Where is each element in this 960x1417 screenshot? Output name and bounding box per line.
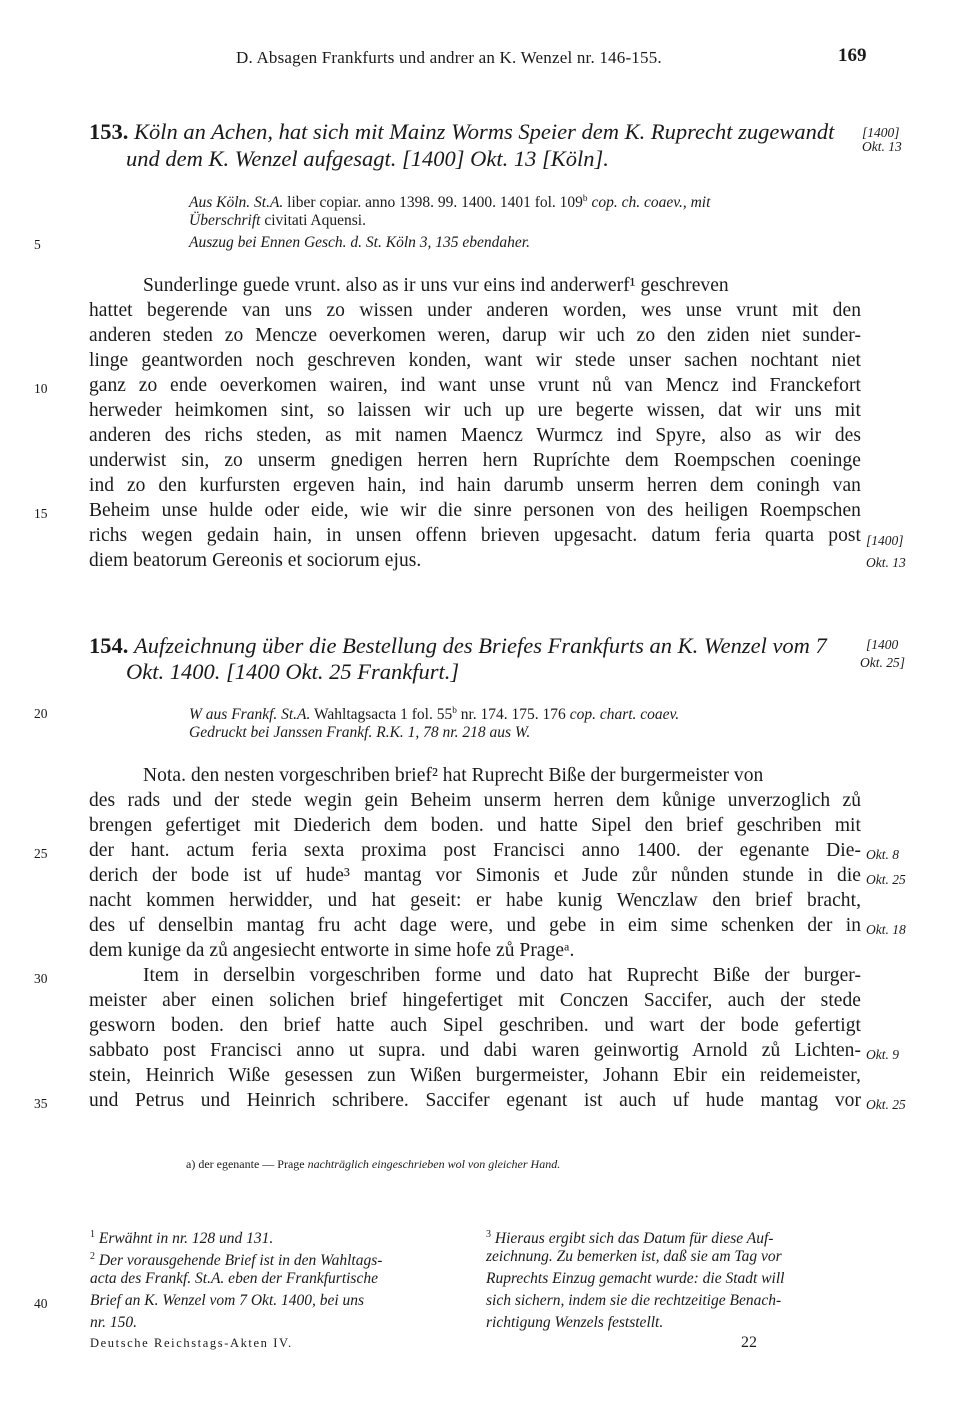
body-line: Nota. den nesten vorgeschriben brief² hat Ruprecht Biße der burgermeister von (143, 765, 764, 786)
footnote-text: sich sichern, indem sie die rechtzeitige Benach- (486, 1292, 782, 1309)
footnote-line (486, 1268, 866, 1290)
body-line: derich der bode ist uf hude³ mantag vor Simonis et Jude zůr nůnden stunde in die (89, 865, 861, 886)
line-number: 10 (34, 381, 48, 396)
footnote-line (486, 1312, 866, 1334)
body-line: linge geantworden noch geschreven konden, want wir stede unser sachen nochtant niet (89, 350, 861, 371)
margin-date-okt-25: Okt. 25 (866, 872, 906, 887)
body-line: stein, Heinrich Wiße gesessen zun Wißen burgermeister, Johann Ebir ein reidemeister, (89, 1065, 861, 1086)
page-number: 169 (838, 45, 867, 66)
body-line: hattet begerende van uns zo wissen under anderen worden, wes unse vrunt mit den (89, 300, 861, 321)
entry-154-margin-date-b: Okt. 25] (860, 655, 905, 670)
body-line: Sunderlinge guede vrunt. also as ir uns vur eins ind anderwerf¹ geschreven (143, 275, 729, 296)
footnote-text: richtigung Wenzels feststellt. (486, 1314, 664, 1331)
footnote-marker: 2 (90, 1251, 95, 1262)
body-line: und Petrus und Heinrich schribere. Saccifer egenant ist auch uf hude mantag vor (89, 1090, 861, 1111)
footnote-text: acta des Frankf. St.A. eben der Frankfurtische (90, 1270, 378, 1287)
body-line: brengen gefertiget mit Diederich dem boden. und hatte Sipel den brief geschriben mit (89, 815, 861, 836)
footnote-text: Erwähnt in nr. 128 und 131. (98, 1230, 274, 1248)
body-line: der hant. actum feria sexta proxima post Francisci anno 1400. der egenante Die- (89, 840, 861, 861)
footnote-line (486, 1246, 866, 1268)
entry-153-number: 153. (89, 119, 129, 144)
line-number: 25 (34, 846, 48, 861)
body-line: nacht kommen herwidder, und hat geseit: er habe kunig Wenczlaw den brief bracht, (89, 890, 861, 911)
footnote-line (90, 1290, 465, 1312)
margin-date-okt-25-b: Okt. 25 (866, 1097, 906, 1112)
signature-line: Deutsche Reichstags-Akten IV. (90, 1336, 293, 1350)
source-excerpt: Auszug bei Ennen Gesch. d. St. Köln 3, 135 ebendaher. (189, 234, 530, 251)
source-address: civitati Aquensi. (260, 212, 366, 229)
footnote-text: Der vorausgehende Brief ist in den Wahltags- (98, 1252, 383, 1270)
source-folio: Wahltagsacta 1 fol. 55 (310, 706, 453, 724)
entry-153-margin-date-b: Okt. 13 (862, 139, 902, 154)
source-archive: Aus Köln. St.A. (189, 194, 284, 212)
entry-153-title-line-1 (89, 118, 834, 145)
footnote-marker: 1 (90, 1229, 95, 1240)
footnote-line (90, 1268, 465, 1290)
entry-153-title-text-2: und dem K. Wenzel aufgesagt. [1400] Okt. 13 [Köln]. (126, 146, 609, 171)
body-line: ganz zo ende oeverkomen wairen, ind want unse vrunt nů van Mencz ind Franckefort (89, 375, 861, 396)
entry-153-title-text-1: Köln an Achen, hat sich mit Mainz Worms Speier dem K. Ruprecht zugewandt (134, 119, 835, 144)
body-line: des rads und der stede wegin gein Beheim unserm herren dem kůnige unverzoglich zů (89, 790, 861, 811)
line-number: 40 (34, 1296, 48, 1311)
footnote-line (90, 1312, 465, 1334)
line-number: 35 (34, 1096, 48, 1111)
source-folio: liber copiar. anno 1398. 99. 1400. 1401 fol. 109 (283, 194, 583, 212)
body-line: diem beatorum Gereonis et sociorum ejus. (89, 550, 422, 571)
entry-153-end-margin-a: [1400] (866, 533, 904, 548)
source-copy: cop. chart. coaev. (569, 706, 680, 724)
source-copy: cop. ch. coaev., mit (587, 194, 711, 212)
entry-153-source-line-2 (189, 210, 366, 232)
entry-154-title-text-1: Aufzeichnung über die Bestellung des Briefes Frankfurts an K. Wenzel vom 7 (134, 633, 827, 658)
sheet-number: 22 (741, 1334, 757, 1351)
entry-154-source-line-2 (189, 722, 530, 744)
entry-154-title-line-1 (89, 632, 827, 659)
margin-date-okt-18: Okt. 18 (866, 922, 906, 937)
line-number: 15 (34, 506, 48, 521)
body-line: des uf denselbin mantag fru acht dage were, und gebe in eim sime schenken der in (89, 915, 861, 936)
source-sup: b (452, 706, 457, 716)
body-line: Item in derselbin vorgeschriben forme und dato hat Ruprecht Biße der burger- (143, 965, 861, 986)
source-numbers: nr. 174. 175. 176 (456, 706, 570, 724)
body-line: sabbato post Francisci anno ut supra. und dabi waren geinwortig Arnold zů Lichten- (89, 1040, 861, 1061)
line-number: 30 (34, 971, 48, 986)
entry-153-end-margin-b: Okt. 13 (866, 555, 906, 570)
line-number: 20 (34, 706, 48, 721)
running-head: D. Absagen Frankfurts und andrer an K. Wenzel nr. 146-155. (236, 48, 662, 67)
source-heading: Überschrift (189, 212, 261, 229)
entry-153-title-line-2 (126, 145, 609, 172)
footnote-marker: 3 (486, 1229, 491, 1240)
entry-153-margin-date-a: [1400] (862, 125, 900, 140)
body-line: anderen des richs steden, as mit namen Maencz Wurmcz ind Spyre, also as wir des (89, 425, 861, 446)
body-line: anderen steden zo Mencze oeverkomen weren, darup wir uch zo den ziden niet sunder- (89, 325, 861, 346)
entry-153-source-line-3 (189, 232, 530, 254)
entry-154-title-line-2 (126, 658, 459, 685)
source-printed: Gedruckt bei Janssen Frankf. R.K. 1, 78 nr. 218 aus W. (189, 724, 531, 741)
body-line: gesworn boden. den brief hatte auch Sipel geschriben. und wart der bode gefertigt (89, 1015, 861, 1036)
footnote-line (486, 1290, 866, 1312)
footnote-text: Brief an K. Wenzel vom 7 Okt. 1400, bei uns (90, 1292, 365, 1309)
line-number: 5 (34, 237, 41, 252)
footnote-text: zeichnung. Zu bemerken ist, daß sie am Tag vor (486, 1248, 782, 1265)
entry-154-number: 154. (89, 633, 129, 658)
footnote-text: nr. 150. (90, 1314, 137, 1331)
body-line: Beheim unse hulde oder eide, wie wir die sinre personen von des heiligen Roempschen (89, 500, 861, 521)
body-line: ind zo den kurfursten ergeven hain, ind hain darumb unserm herren dem coningh van (89, 475, 861, 496)
apparatus-prefix: a) der egenante — Prage (186, 1157, 308, 1171)
footnote-text: Ruprechts Einzug gemacht wurde: die Stadt will (486, 1270, 785, 1287)
margin-date-okt-8: Okt. 8 (866, 847, 899, 862)
entry-154-margin-date-a: [1400 (866, 637, 899, 652)
footnote-text: Hieraus ergibt sich das Datum für diese Auf- (494, 1230, 774, 1248)
critical-apparatus-note (186, 1157, 560, 1172)
body-line: herweder heimkomen sint, so laissen wir uch up ure begerte wissen, dat wir uns mit (89, 400, 861, 421)
body-line: meister aber einen solichen brief hingefertiget mit Conczen Saccifer, auch der stede (89, 990, 861, 1011)
margin-date-okt-9: Okt. 9 (866, 1047, 899, 1062)
body-line: dem kunige da zů angesiecht entworte in sime hofe zů Prageᵃ. (89, 940, 575, 961)
body-line: underwist sin, zo unserm gnedigen herren hern Rupríchte dem Roempschen coeninge (89, 450, 861, 471)
entry-154-title-text-2: Okt. 1400. [1400 Okt. 25 Frankfurt.] (126, 659, 460, 684)
source-sup: b (582, 194, 588, 204)
apparatus-comment: nachträglich eingeschrieben wol von gleicher Hand. (307, 1157, 561, 1171)
body-line: richs wegen gedain hain, in unsen offenn brieven upgesacht. datum feria quarta post (89, 525, 861, 546)
source-archive: W aus Frankf. St.A. (189, 706, 311, 724)
